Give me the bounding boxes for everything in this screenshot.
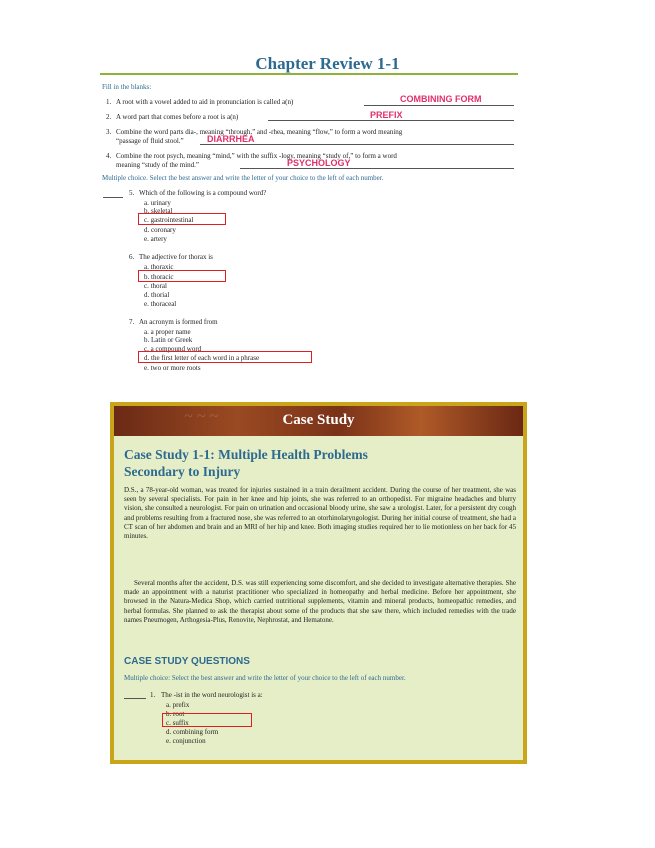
case-study-paragraph-1: D.S., a 78-year-old woman, was treated for injuries sustained in a train derailment accident. During the course of her treatment, she was seen by several specialists. For pain in her knee and hip joints, she was referred to an orthopedist. For migraine headaches and blurry vision, she consulted a neurologist. For pain on urination and occasional bloody urine, she saw a urologist. Later, for a persistent dry cough and problems resulting from a fractured nose, she was referred to an otorhinolaryngologist. During her initial course of treatment, she had a CT scan of her abdomen and brain and an MRI of her hip and knee. Both imaging studies required her to lie motionless on her back for 45 minutes.	[124, 486, 516, 541]
fill-item-2-answer: PREFIX	[370, 110, 403, 120]
case-q1-answer-blank[interactable]	[124, 698, 146, 699]
case-q1-text: The -ist in the word neurologist is a:	[161, 691, 263, 699]
case-mc-instruction: Multiple choice: Select the best answer and write the letter of your choice to the left of each number.	[124, 674, 406, 682]
fill-item-3-line2: “passage of fluid stool.”	[116, 137, 184, 145]
fill-item-2-blank[interactable]	[268, 120, 514, 121]
mc-5-option-b[interactable]: b. skeletal	[144, 207, 173, 215]
fill-item-3-answer: DIARRHEA	[207, 134, 255, 144]
mc-7-option-e[interactable]: e. two or more roots	[144, 364, 201, 372]
mc-7-answer-highlight	[138, 351, 312, 363]
fill-item-1-blank[interactable]	[364, 105, 514, 106]
mc-5-number: 5.	[129, 189, 135, 197]
mc-6-option-d[interactable]: d. thorial	[144, 291, 170, 299]
fill-item-1-text: A root with a vowel added to aid in pronunciation is called a(n)	[116, 98, 294, 106]
case-study-banner	[114, 406, 523, 436]
chapter-review-title: Chapter Review 1-1	[255, 54, 400, 73]
case-q1-option-a[interactable]: a. prefix	[166, 701, 190, 709]
fill-item-1-answer: COMBINING FORM	[400, 94, 482, 104]
case-q1-option-d[interactable]: d. combining form	[166, 728, 219, 736]
fill-item-2-number: 2.	[106, 113, 112, 121]
fill-item-3-line1: Combine the word parts dia-, meaning “through,” and -rhea, meaning “flow,” to form a word meaning	[116, 128, 403, 136]
mc-7-option-b[interactable]: b. Latin or Greek	[144, 336, 193, 344]
mc-instruction: Multiple choice. Select the best answer and write the letter of your choice to the left of each number.	[102, 174, 384, 182]
case-study-title-line2: Secondary to Injury	[124, 464, 241, 479]
mc-7-question: An acronym is formed from	[139, 318, 218, 326]
case-study-paragraph-2: Several months after the accident, D.S. was still experiencing some discomfort, and she decided to investigate alternative therapies. She made an appointment with a naturist practitioner who specialized in homeopathy and herbal medicine. Before her appointment, she browsed in the Natura-Medica Shop, which carried nutritional supplements, vitamin and mineral products, homeopathic remedies, and herbal formulas. She planned to ask the therapist about some of the products that she saw there, which included remedies with the trade names Pneumogen, Arthogesia-Plus, Renovite, Nephrostat, and Hematone.	[124, 579, 516, 624]
mc-5-option-d[interactable]: d. coronary	[144, 226, 176, 234]
case-study-box	[110, 402, 527, 764]
mc-6-option-c[interactable]: c. thoral	[144, 282, 167, 290]
case-q1-answer-highlight	[162, 713, 252, 727]
mc-5-option-e[interactable]: e. artery	[144, 235, 167, 243]
fill-item-3-number: 3.	[106, 128, 112, 136]
mc-7-number: 7.	[129, 318, 135, 326]
case-study-banner-label: Case Study	[282, 412, 355, 428]
case-q1-option-c[interactable]: c. suffix	[166, 719, 189, 727]
mc-5-option-c[interactable]: c. gastrointestinal	[144, 216, 194, 224]
case-study-questions-heading: CASE STUDY QUESTIONS	[124, 656, 250, 667]
fill-item-4-line1: Combine the root psych, meaning “mind,” with the suffix -logy, meaning “study of,” to form a word	[116, 152, 397, 160]
fill-instruction: Fill in the blanks:	[102, 83, 152, 91]
mc-5-question: Which of the following is a compound word?	[139, 189, 267, 197]
fill-item-1-number: 1.	[106, 98, 112, 106]
mc-5-answer-blank[interactable]	[103, 197, 123, 198]
fill-item-4-answer: PSYCHOLOGY	[287, 158, 351, 168]
case-q1-number: 1.	[150, 691, 156, 699]
mc-5-answer-highlight	[138, 213, 226, 225]
fill-item-3-blank[interactable]	[200, 144, 514, 145]
mc-6-number: 6.	[129, 253, 135, 261]
mc-6-answer-highlight	[138, 270, 226, 282]
fill-item-4-blank[interactable]	[240, 168, 514, 169]
mc-7-option-c[interactable]: c. a compound word	[144, 345, 202, 353]
mc-5-option-a[interactable]: a. urinary	[144, 199, 171, 207]
case-study-title-line1: Case Study 1-1: Multiple Health Problems	[124, 447, 368, 462]
title-rule	[100, 73, 518, 75]
fill-item-4-number: 4.	[106, 152, 112, 160]
mc-7-option-a[interactable]: a. a proper name	[144, 328, 191, 336]
mc-6-option-a[interactable]: a. thoraxic	[144, 263, 174, 271]
banner-texture: ~ ~ ~	[184, 408, 218, 425]
mc-6-option-e[interactable]: e. thoraceal	[144, 300, 177, 308]
case-q1-option-e[interactable]: e. conjunction	[166, 737, 206, 745]
fill-item-4-line2: meaning “study of the mind.”	[116, 161, 200, 169]
mc-6-option-b[interactable]: b. thoracic	[144, 273, 174, 281]
mc-6-question: The adjective for thorax is	[139, 253, 213, 261]
fill-item-2-text: A word part that comes before a root is a(n)	[116, 113, 239, 121]
mc-7-option-d[interactable]: d. the first letter of each word in a phrase	[144, 354, 260, 362]
case-q1-option-b[interactable]: b. root	[166, 710, 185, 718]
case-study-title	[124, 446, 368, 480]
